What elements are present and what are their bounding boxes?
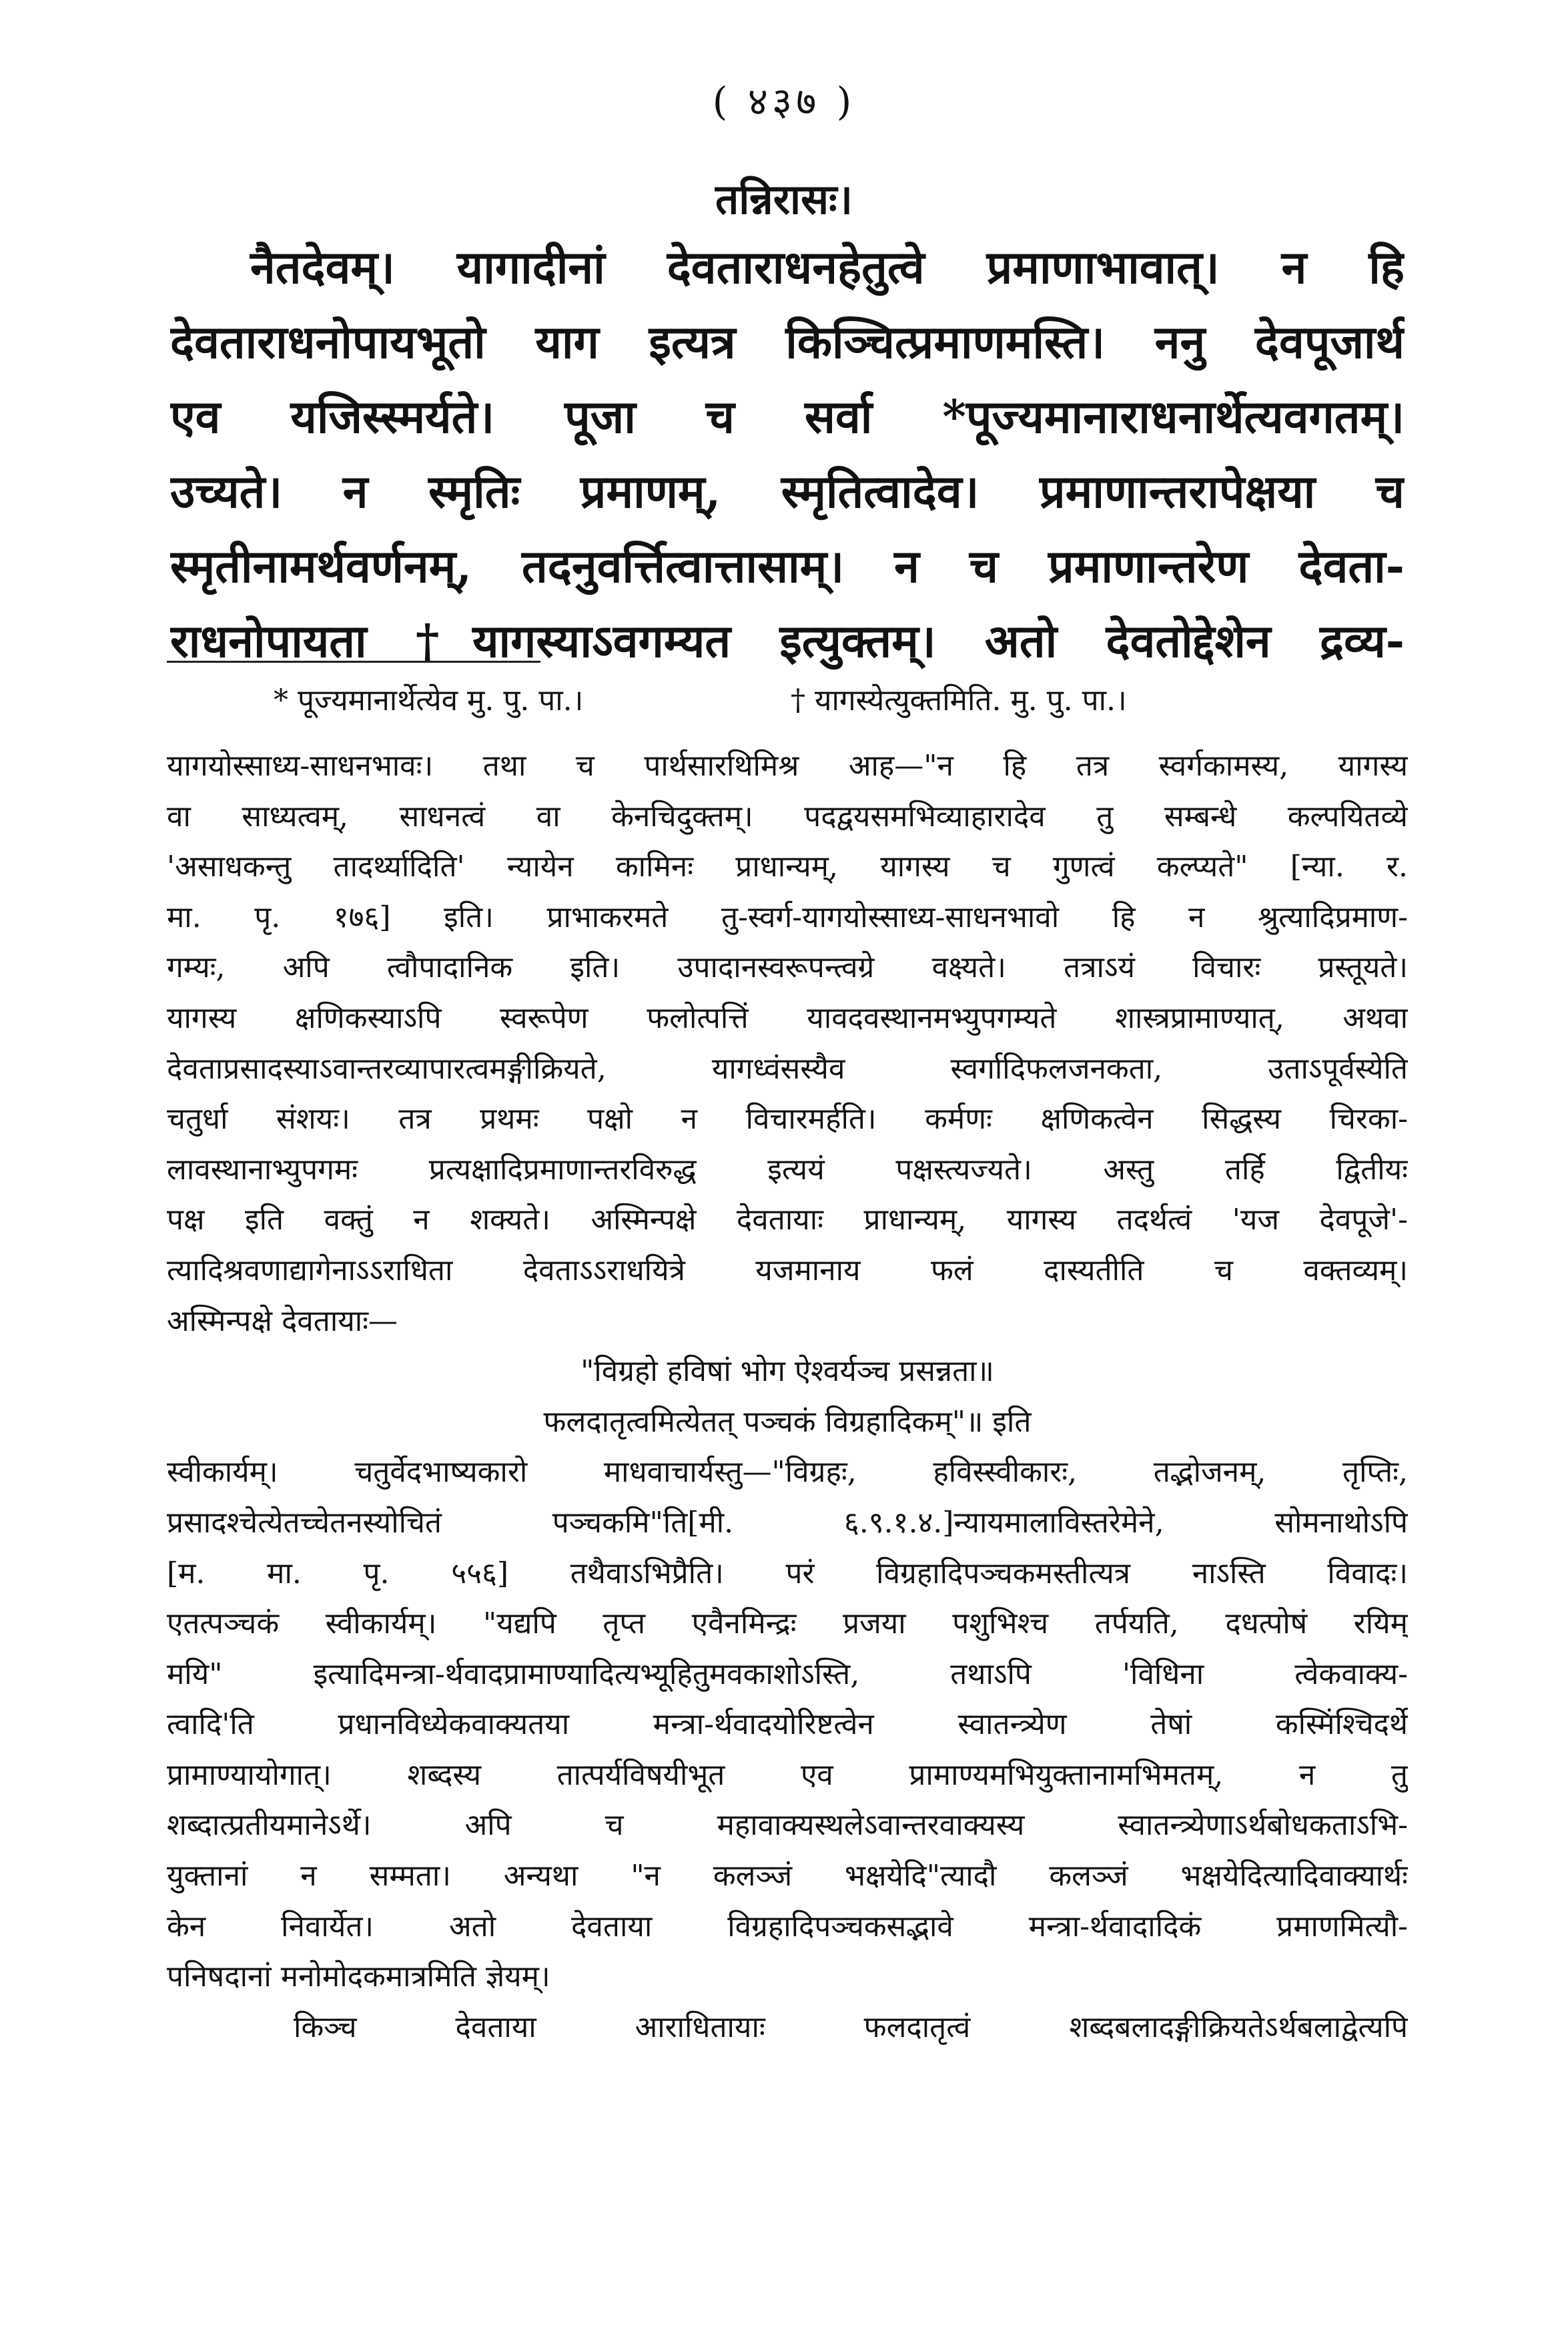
verse-line: "विग्रहो हविषां भोग ऐश्वर्यञ्च प्रसन्नता॥ [580, 1354, 994, 1389]
main-text-line: राधनोपायता †यागस्याऽवगम्यत इत्युक्तम्। अतो देवतोद्देशेन द्रव्य- [170, 615, 1405, 668]
commentary-line: अस्मिन्पक्षे देवतायाः— [167, 1303, 398, 1338]
commentary-line: 'असाधकन्तु तादर्थ्यादिति' न्यायेन कामिनः प्राधान्यम्, यागस्य च गुणत्वं कल्प्यते" [न्या. र. [167, 850, 1408, 884]
commentary-line: केन निवार्येत। अतो देवताया विग्रहादिपञ्चकसद्भावे मन्त्रा-र्थवादादिकं प्रमाणमित्यौ- [167, 1909, 1408, 1944]
commentary-line: देवताप्रसादस्याऽवान्तरव्यापारत्वमङ्गीक्रियते, यागध्वंसस्यैव स्वर्गादिफलजनकता, उताऽपूर्वस्येति [167, 1051, 1408, 1086]
main-text [170, 230, 1405, 679]
main-text-line: स्मृतीनामर्थवर्णनम्, तदनुवर्त्तित्वात्तासाम्। न च प्रमाणान्तरेण देवता- [170, 540, 1405, 593]
verse-line: फलदातृत्वमित्येतत् पञ्चकं विग्रहादिकम्"॥ इति [543, 1404, 1032, 1439]
footnote: † यागस्येत्युक्तमिति. मु. पु. पा.। [791, 683, 1127, 717]
footnotes [0, 674, 1568, 727]
commentary-line: यागयोस्साध्य-साधनभावः। तथा च पार्थसारथिमिश्र आह—"न हि तत्र स्वर्गकामस्य, यागस्य [167, 749, 1408, 783]
commentary-line: वा साध्यत्वम्, साधनत्वं वा केनचिदुक्तम्। पदद्वयसमभिव्याहारादेव तु सम्बन्धे कल्पयितव्ये [167, 799, 1408, 834]
commentary-line: स्वीकार्यम्। चतुर्वेदभाष्यकारो माधवाचार्यस्तु—"विग्रहः, हविस्स्वीकारः, तद्भोजनम्, तृप्तिः, [167, 1455, 1408, 1490]
commentary-line: प्रामाण्यायोगात्। शब्दस्य तात्पर्यविषयीभूत एव प्रामाण्यमभियुक्तानामभिमतम्, न तु [167, 1757, 1408, 1792]
commentary [167, 741, 1408, 2052]
footnote-divider [167, 661, 540, 663]
commentary-line: पनिषदानां मनोमोदकमात्रमिति ज्ञेयम्। [167, 1960, 550, 1994]
page-number: ( ४३७ ) [712, 79, 856, 124]
commentary-line: त्यादिश्रवणाद्यागेनाऽऽराधिता देवताऽऽराधयित्रे यजमानाय फलं दास्यतीति च वक्तव्यम्। [167, 1253, 1408, 1287]
commentary-line: [म. मा. पृ. ५५६] तथैवाऽभिप्रैति। परं विग्रहादिपञ्चकमस्तीत्यत्र नाऽस्ति विवादः। [167, 1556, 1408, 1590]
commentary-line: मयि" इत्यादिमन्त्रा-र्थवादप्रामाण्यादित्यभ्यूहितुमवकाशोऽस्ति, तथाऽपि 'विधिना त्वेकवाक्य- [167, 1657, 1408, 1691]
commentary-line: मा. पृ. १७६] इति। प्राभाकरमते तु-स्वर्ग-यागयोस्साध्य-साधनभावो हि न श्रुत्यादिप्रमाण- [167, 900, 1408, 934]
footnote: * पूज्यमानार्थेत्येव मु. पु. पा.। [274, 683, 584, 717]
commentary-line: एतत्पञ्चकं स्वीकार्यम्। "यद्यपि तृप्त एवैनमिन्द्रः प्रजया पशुभिश्च तर्पयति, दधत्पोषं रयिम् [167, 1607, 1408, 1641]
section-heading: तन्निरासः। [715, 175, 853, 224]
commentary-line: त्वादि'ति प्रधानविध्येकवाक्यतया मन्त्रा-र्थवादयोरिष्टत्वेन स्वातन्त्र्येण तेषां कस्मिंश्चिदर्थे [167, 1707, 1408, 1742]
main-text-line: उच्यते। न स्मृतिः प्रमाणम्, स्मृतित्वादेव। प्रमाणान्तरापेक्षया च [170, 465, 1405, 519]
commentary-line: युक्तानां न सम्मता। अन्यथा "न कलञ्जं भक्षयेदि"त्यादौ कलञ्जं भक्षयेदित्यादिवाक्यार्थः [167, 1859, 1408, 1893]
commentary-line: शब्दात्प्रतीयमानेऽर्थे। अपि च महावाक्यस्थलेऽवान्तरवाक्यस्य स्वातन्त्र्येणाऽर्थबोधकताऽभि- [167, 1808, 1408, 1843]
commentary-line: गम्यः, अपि त्वौपादानिक इति। उपादानस्वरूपन्त्वग्रे वक्ष्यते। तत्राऽयं विचारः प्रस्तूयते। [167, 950, 1408, 985]
commentary-line: किञ्च देवताया आराधितायाः फलदातृत्वं शब्दबलादङ्गीक्रियतेऽर्थबलाद्वेत्यपि [294, 2010, 1408, 2044]
commentary-line: प्रसादश्चेत्येतच्चेतनस्योचितं पञ्चकमि"ति[मी. ६.९.१.४.]न्यायमालाविस्तरेमेने, सोमनाथोऽपि [167, 1505, 1408, 1540]
commentary-line: लावस्थानाभ्युपगमः प्रत्यक्षादिप्रमाणान्तरविरुद्ध इत्ययं पक्षस्त्यज्यते। अस्तु तर्हि द्वितीयः [167, 1152, 1408, 1187]
main-text-line: नैतदेवम्। यागादीनां देवताराधनहेतुत्वे प्रमाणाभावात्। न हि [250, 241, 1405, 294]
main-text-line: एव यजिस्स्मर्यते। पूजा च सर्वा *पूज्यमानाराधनार्थेत्यवगतम्। [170, 390, 1405, 444]
commentary-line: पक्ष इति वक्तुं न शक्यते। अस्मिन्पक्षे देवतायाः प्राधान्यम्, यागस्य तदर्थत्वं 'यज देवपूजे'- [167, 1203, 1408, 1237]
main-text-line: देवताराधनोपायभूतो याग इत्यत्र किञ्चित्प्रमाणमस्ति। ननु देवपूजार्थ [170, 316, 1405, 369]
commentary-line: यागस्य क्षणिकस्याऽपि स्वरूपेण फलोत्पत्तिं यावदवस्थानमभ्युपगम्यते शास्त्रप्रामाण्यात्, अथवा [167, 1000, 1408, 1035]
commentary-line: चतुर्धा संशयः। तत्र प्रथमः पक्षो न विचारमर्हति। कर्मणः क्षणिकत्वेन सिद्धस्य चिरका- [167, 1102, 1408, 1137]
